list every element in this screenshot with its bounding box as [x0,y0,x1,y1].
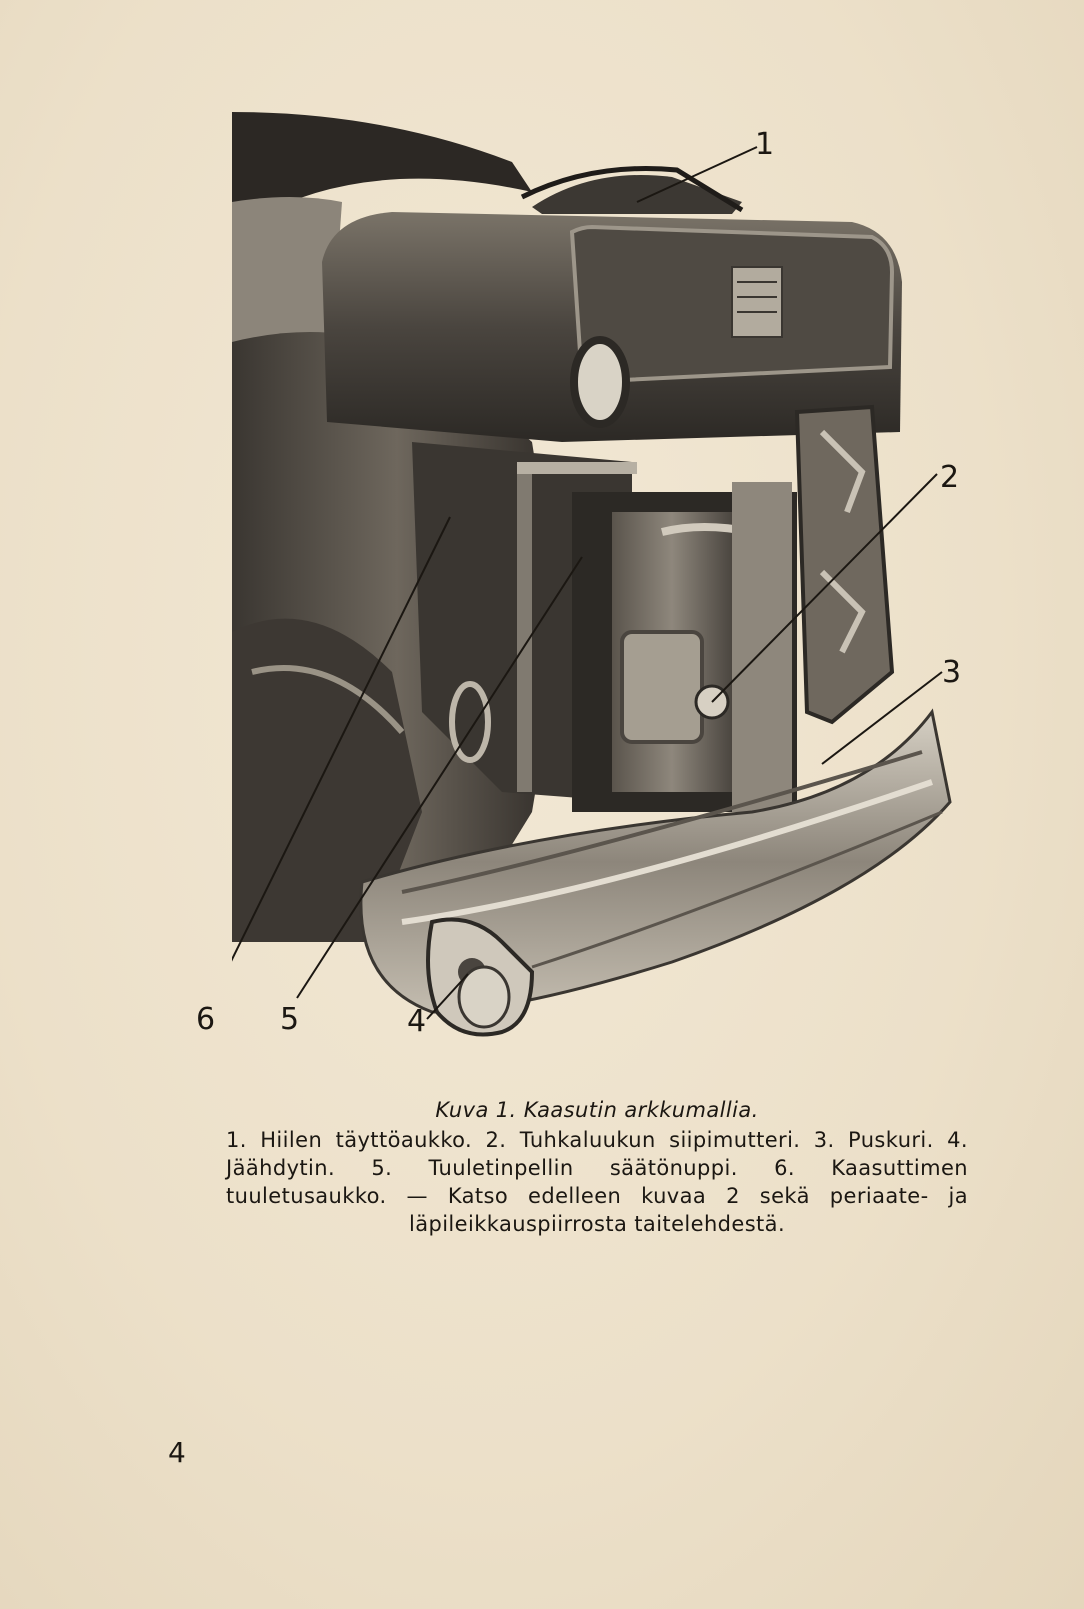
callout-1: 1 [755,127,775,162]
figure-caption [226,1096,968,1238]
callout-3: 3 [942,655,962,690]
caption-title: Kuva 1. Kaasutin arkkumallia. [435,1098,759,1122]
callout-2: 2 [940,460,960,495]
callout-4: 4 [407,1004,427,1039]
callout-5: 5 [280,1002,300,1037]
page-number: 4 [168,1436,186,1469]
car-photograph [232,112,972,1062]
caption-text: 1. Hiilen täyttöaukko. 2. Tuhkaluukun siipimutteri. 3. Puskuri. 4. Jäähdytin. 5. Tuuletinpellin säätönuppi. 6. Kaasuttimen tuuletusaukko. — Katso edelleen kuvaa 2 sekä periaate- ja läpileikkauspiirrosta taitelehdestä. [226,1128,968,1236]
callout-6: 6 [196,1002,216,1037]
gas-generator-illustration [232,112,972,1062]
